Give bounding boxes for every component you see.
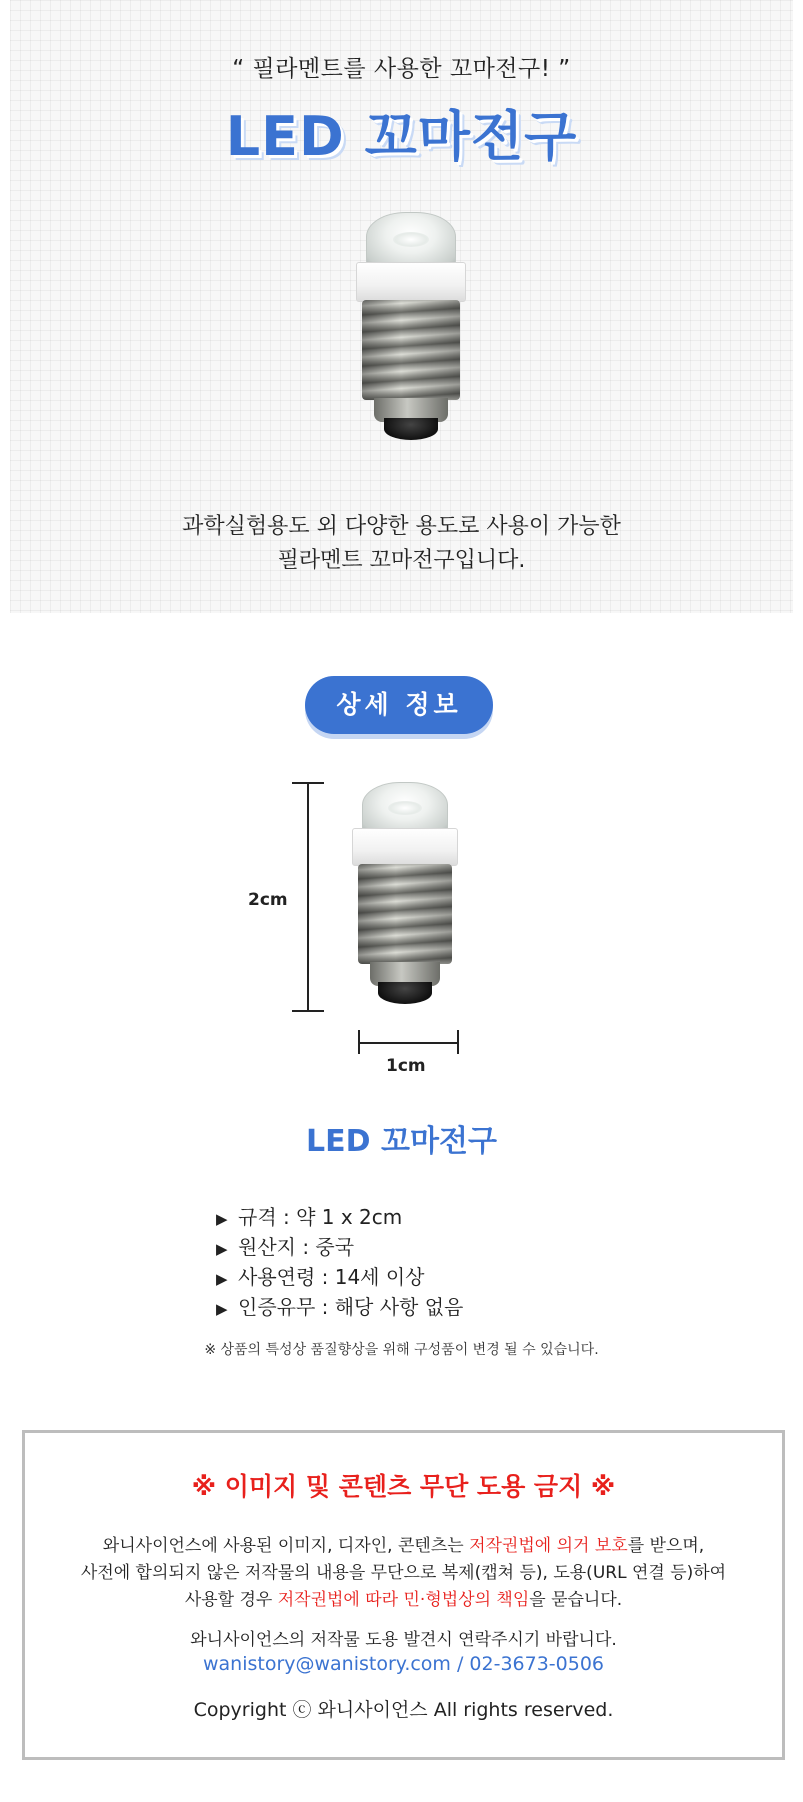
hero-quote: “ 필라멘트를 사용한 꼬마전구! ” xyxy=(232,56,571,82)
hero-description xyxy=(10,510,793,578)
product-name: LED 꼬마전구 xyxy=(306,1124,497,1159)
spec-text: 사용연령 : 14세 이상 xyxy=(238,1265,425,1289)
arrow-icon: ▶ xyxy=(216,1210,228,1228)
bulb-lens xyxy=(366,212,456,268)
height-dimension-cap-top xyxy=(292,782,324,784)
contact-text: 와니사이언스의 저작물 도용 발견시 연락주시기 바랍니다. xyxy=(190,1630,617,1650)
width-dimension-cap-left xyxy=(358,1030,360,1054)
hero-desc-line1: 과학실험용도 외 다양한 용도로 사용이 가능한 xyxy=(182,514,621,539)
arrow-icon: ▶ xyxy=(216,1300,228,1318)
hero-section xyxy=(10,0,793,613)
arrow-icon: ▶ xyxy=(216,1240,228,1258)
width-label: 1cm xyxy=(386,1056,426,1076)
hero-title: LED 꼬마전구 xyxy=(225,105,578,168)
contact-info-link[interactable]: wanistory@wanistory.com / 02-3673-0506 xyxy=(202,1653,605,1675)
bulb-collar xyxy=(356,262,466,302)
bulb-lens xyxy=(362,782,448,834)
spec-item xyxy=(216,1203,463,1233)
notice-line-2: 사전에 합의되지 않은 저작물의 내용을 무단으로 복제(캡쳐 등), 도용(URL 연결 등)하여 xyxy=(80,1563,727,1583)
bulb-tip xyxy=(384,418,438,440)
notice-text: 를 받으며, xyxy=(627,1536,705,1556)
width-dimension-line xyxy=(358,1042,459,1044)
bulb-detail-image xyxy=(346,782,464,1014)
notice-contact xyxy=(25,1628,782,1676)
arrow-icon: ▶ xyxy=(216,1270,228,1288)
product-note: ※ 상품의 특성상 품질향상을 위해 구성품이 변경 될 수 있습니다. xyxy=(204,1342,599,1358)
copyright-text: Copyright ⓒ 와니사이언스 All rights reserved. xyxy=(193,1699,614,1721)
notice-text: 을 묻습니다. xyxy=(529,1590,623,1610)
height-label: 2cm xyxy=(248,890,288,910)
spec-text: 원산지 : 중국 xyxy=(238,1235,355,1259)
notice-text: 사용할 경우 xyxy=(184,1590,278,1610)
bulb-screw-base xyxy=(358,864,452,964)
hero-desc-line2: 필라멘트 꼬마전구입니다. xyxy=(277,548,526,573)
notice-line-3 xyxy=(25,1587,782,1614)
bulb-screw-base xyxy=(362,300,460,400)
notice-body xyxy=(25,1533,782,1614)
notice-highlight: 저작권법에 따라 민·형법상의 책임 xyxy=(277,1590,530,1610)
spec-list xyxy=(216,1203,463,1323)
notice-text: 와니사이언스에 사용된 이미지, 디자인, 콘텐츠는 xyxy=(102,1536,470,1556)
bulb-tip xyxy=(378,982,432,1004)
notice-title: ※ 이미지 및 콘텐츠 무단 도용 금지 ※ xyxy=(191,1472,616,1501)
spec-item xyxy=(216,1263,463,1293)
spec-item xyxy=(216,1293,463,1323)
bulb-collar xyxy=(352,828,458,866)
spec-text: 규격 : 약 1 x 2cm xyxy=(238,1205,403,1229)
width-dimension-cap-right xyxy=(457,1030,459,1054)
spec-item xyxy=(216,1233,463,1263)
notice-line-1 xyxy=(25,1533,782,1560)
copyright-notice-box xyxy=(22,1430,785,1760)
detail-badge: 상세 정보 xyxy=(305,676,493,734)
bulb-image xyxy=(350,212,472,452)
height-dimension-cap-bottom xyxy=(292,1010,324,1012)
height-dimension-line xyxy=(307,782,309,1012)
notice-highlight: 저작권법에 의거 보호 xyxy=(469,1536,628,1556)
spec-text: 인증유무 : 해당 사항 없음 xyxy=(238,1295,464,1319)
